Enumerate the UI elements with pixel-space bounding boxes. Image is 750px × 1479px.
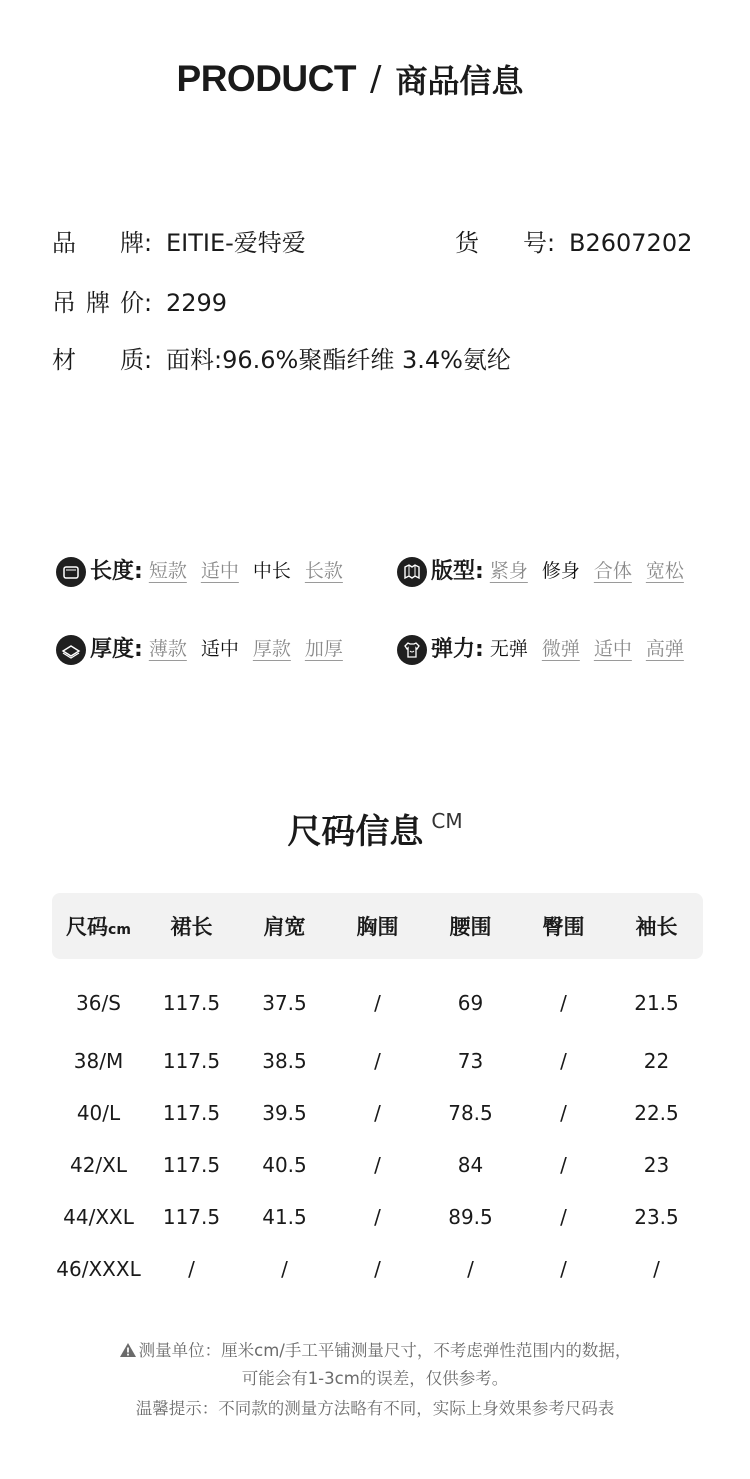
note-line-3: [0, 1395, 750, 1419]
table-column-header: 胸围: [331, 893, 424, 959]
table-cell: 44/XXL: [63, 1205, 134, 1229]
table-row: [52, 1087, 703, 1139]
table-cell: 84: [457, 1153, 484, 1177]
length-option: 短款: [148, 560, 187, 582]
attr-thickness: [56, 632, 343, 666]
table-cell: /: [560, 1101, 567, 1125]
table-cell: 23: [643, 1153, 670, 1177]
table-cell: /: [560, 1153, 567, 1177]
table-cell: /: [560, 1205, 567, 1229]
brand-label: 品牌: [52, 229, 144, 257]
table-cell: 42/XL: [69, 1153, 128, 1177]
sku-label: 货号: [455, 229, 547, 257]
table-cell: /: [188, 1257, 195, 1281]
table-column-header: 肩宽: [238, 893, 331, 959]
table-row: [52, 1243, 703, 1295]
table-cell: 38/M: [73, 1049, 124, 1073]
table-cell: /: [374, 1101, 381, 1125]
note-text-2: 可能会有1-3cm的误差，仅供参考。: [241, 1369, 509, 1388]
fit-option: 宽松: [645, 560, 684, 582]
table-cell: 69: [457, 991, 484, 1015]
fit-options: [490, 554, 684, 589]
length-option: 长款: [304, 560, 343, 582]
table-cell: /: [374, 1257, 381, 1281]
table-column-header: 裙长: [145, 893, 238, 959]
table-cell: /: [374, 991, 381, 1015]
table-cell: 78.5: [448, 1101, 493, 1125]
skirt-length-icon: [56, 557, 86, 587]
stretch-shirt-icon: [397, 635, 427, 665]
elasticity-option: 无弹: [489, 638, 528, 660]
table-cell: /: [653, 1257, 660, 1281]
table-cell: 40.5: [262, 1153, 307, 1177]
elasticity-option: 微弹: [541, 638, 580, 660]
price-value: 2299: [166, 289, 228, 317]
fit-label: 版型:: [431, 558, 484, 584]
table-column-header: 腰围: [424, 893, 517, 959]
attr-elasticity: [397, 632, 684, 666]
fabric-layers-icon: [56, 635, 86, 665]
table-cell: /: [374, 1049, 381, 1073]
fit-option: 紧身: [489, 560, 528, 582]
thickness-option: 适中: [200, 638, 239, 660]
header-title-cn: 商品信息: [395, 62, 524, 100]
table-cell: 46/XXXL: [56, 1257, 141, 1281]
material-label: 材质: [52, 346, 144, 374]
table-cell: 117.5: [162, 1101, 221, 1125]
price-label: 吊牌价: [52, 289, 144, 317]
fit-shape-icon: [397, 557, 427, 587]
table-cell: /: [281, 1257, 288, 1281]
note-text-3: 温馨提示：不同款的测量方法略有不同，实际上身效果参考尺码表: [135, 1399, 615, 1418]
table-cell: 37.5: [262, 991, 307, 1015]
info-brand-row: [52, 227, 306, 259]
page-header: [0, 56, 700, 102]
sku-colon: :: [547, 229, 556, 257]
material-value: 面料:96.6%聚酯纤维 3.4%氨纶: [166, 346, 511, 374]
length-option: 中长: [252, 560, 291, 582]
table-cell: 117.5: [162, 1049, 221, 1073]
length-option: 适中: [200, 560, 239, 582]
length-options: [149, 554, 343, 589]
attr-fit: [397, 554, 684, 588]
brand-colon: :: [144, 229, 153, 257]
table-cell: 117.5: [162, 1205, 221, 1229]
size-col-header-text: 尺码: [66, 915, 109, 939]
brand-value: EITIE-爱特爱: [166, 229, 306, 257]
size-title: 尺码信息: [287, 812, 424, 852]
size-unit: CM: [431, 808, 463, 833]
thickness-option: 薄款: [148, 638, 187, 660]
table-cell: 22: [643, 1049, 670, 1073]
table-cell: 23.5: [634, 1205, 679, 1229]
note-line-2: [0, 1365, 750, 1389]
table-row: [52, 1035, 703, 1087]
thickness-option: 厚款: [252, 638, 291, 660]
table-cell: 117.5: [162, 991, 221, 1015]
elasticity-options: [490, 632, 684, 667]
table-cell: 73: [457, 1049, 484, 1073]
table-row: [52, 1191, 703, 1243]
note-text-1: 测量单位：厘米cm/手工平铺测量尺寸，不考虑弹性范围内的数据，: [138, 1341, 632, 1360]
header-separator: /: [369, 59, 382, 99]
note-line-1: [0, 1337, 750, 1361]
table-cell: /: [467, 1257, 474, 1281]
size-table: [52, 893, 703, 1295]
table-column-header: 袖长: [610, 893, 703, 959]
table-row: [52, 1139, 703, 1191]
table-cell: 39.5: [262, 1101, 307, 1125]
elasticity-option: 适中: [593, 638, 632, 660]
size-table-header-row: [52, 893, 703, 959]
size-col-header-unit: cm: [108, 922, 131, 938]
table-cell: 117.5: [162, 1153, 221, 1177]
info-sku-row: [455, 227, 692, 259]
table-cell: /: [560, 1257, 567, 1281]
table-cell: 22.5: [634, 1101, 679, 1125]
table-column-header: 臀围: [517, 893, 610, 959]
length-label: 长度:: [90, 558, 143, 584]
fit-option: 修身: [541, 560, 580, 582]
fit-option: 合体: [593, 560, 632, 582]
table-cell: 38.5: [262, 1049, 307, 1073]
price-colon: :: [144, 289, 153, 317]
table-cell: 40/L: [76, 1101, 121, 1125]
elasticity-option: 高弹: [645, 638, 684, 660]
table-cell: 41.5: [262, 1205, 307, 1229]
table-cell: 89.5: [448, 1205, 493, 1229]
info-price-row: [52, 287, 227, 319]
table-cell: 21.5: [634, 991, 679, 1015]
thickness-options: [149, 632, 343, 667]
warning-triangle-icon: [119, 1342, 137, 1358]
size-section-title: [0, 804, 750, 853]
table-cell: /: [560, 991, 567, 1015]
thickness-option: 加厚: [304, 638, 343, 660]
thickness-label: 厚度:: [90, 636, 143, 662]
attr-length: [56, 554, 343, 588]
table-cell: 36/S: [76, 991, 121, 1015]
elasticity-label: 弹力:: [431, 636, 484, 662]
material-colon: :: [144, 346, 153, 374]
table-cell: /: [560, 1049, 567, 1073]
table-cell: /: [374, 1153, 381, 1177]
table-cell: /: [374, 1205, 381, 1229]
info-material-row: [52, 344, 511, 376]
header-title-en: PRODUCT: [176, 58, 356, 99]
size-col-header: [52, 893, 145, 959]
table-row: [52, 959, 703, 1035]
sku-value: B2607202: [569, 229, 693, 257]
